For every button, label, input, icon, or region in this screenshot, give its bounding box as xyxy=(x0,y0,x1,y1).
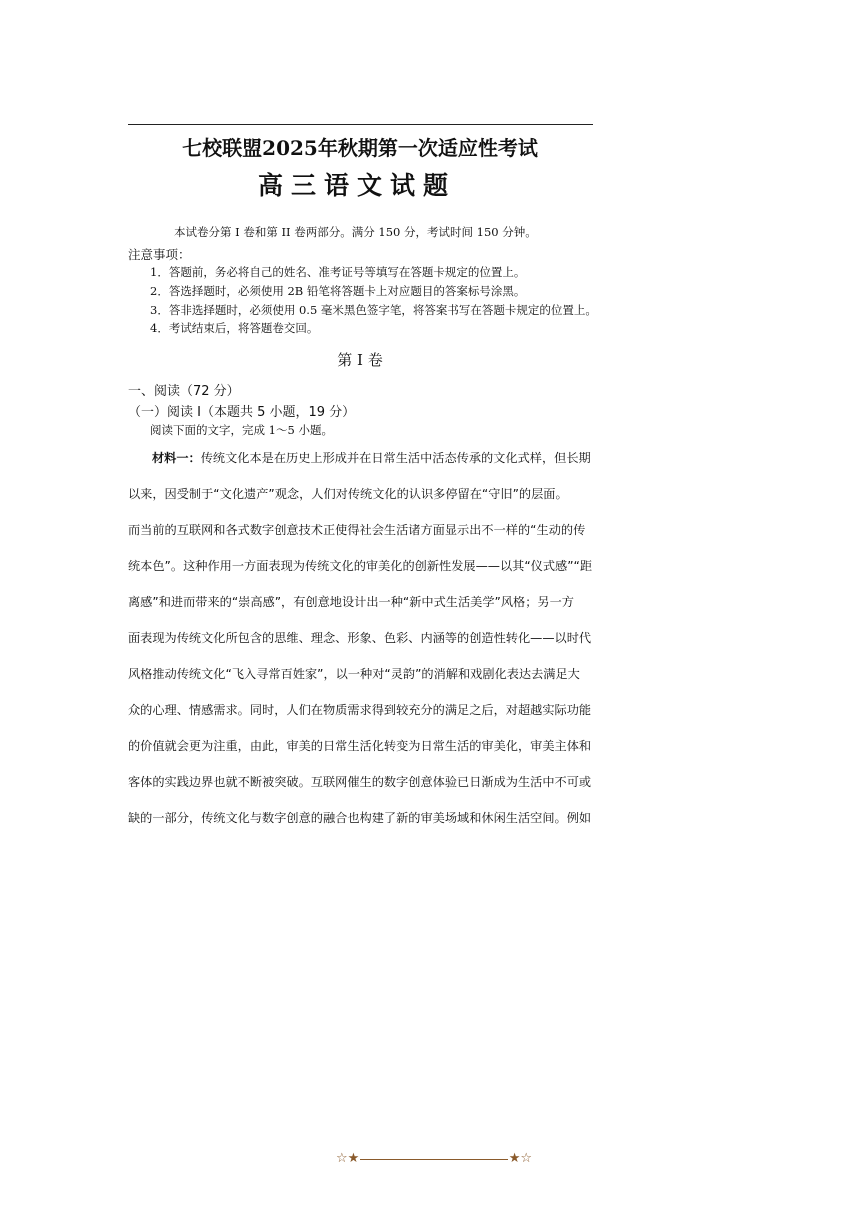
passage-line-text: 传统文化本是在历史上形成并在日常生活中活态传承的文化式样，但长期 xyxy=(200,451,591,465)
footer-ornament xyxy=(336,1151,532,1167)
passage-line: 以来，因受制于“文化遗产”观念，人们对传统文化的认识多停留在“守旧”的层面。 xyxy=(128,487,568,501)
reading-instruction: 阅读下面的文字，完成 1～5 小题。 xyxy=(150,423,333,437)
passage-line xyxy=(128,446,593,482)
passage-line: 面表现为传统文化所包含的思维、理念、形象、色彩、内涵等的创造性转化——以时代 xyxy=(128,631,592,645)
reading-passage xyxy=(128,446,593,842)
passage-line: 而当前的互联网和各式数字创意技术正使得社会生活诸方面显示出不一样的“生动的传 xyxy=(128,523,586,537)
section-heading: 一、阅读（72 分） xyxy=(128,384,240,399)
footer-stars-left: ☆★ xyxy=(336,1151,360,1166)
notice-item-3: 3．答非选择题时，必须使用 0.5 毫米黑色签字笔，将答案书写在答题卡规定的位置上。 xyxy=(150,303,597,317)
exam-title: 七校联盟2025年秋期第一次适应性考试 xyxy=(182,136,538,160)
passage-line: 缺的一部分，传统文化与数字创意的融合也构建了新的审美场域和休闲生活空间。例如 xyxy=(128,811,592,825)
subject-title: 高三语文试题 xyxy=(257,171,456,200)
passage-line: 众的心理、情感需求。同时，人们在物质需求得到较充分的满足之后，对超越实际功能 xyxy=(128,703,592,717)
passage-line: 统本色”。这种作用一方面表现为传统文化的审美化的创新性发展——以其“仪式感”“距 xyxy=(128,559,593,573)
notice-heading: 注意事项： xyxy=(128,247,191,262)
passage-line: 客体的实践边界也就不断被突破。互联网催生的数字创意体验已日渐成为生活中不可或 xyxy=(128,775,592,789)
footer-ornament-line xyxy=(360,1159,507,1160)
exam-intro: 本试卷分第 I 卷和第 II 卷两部分。满分 150 分，考试时间 150 分钟。 xyxy=(174,225,537,239)
subsection-heading: （一）阅读 I（本题共 5 小题，19 分） xyxy=(128,405,356,420)
volume-title: 第 I 卷 xyxy=(337,351,383,369)
notice-item-1: 1．答题前，务必将自己的姓名、准考证号等填写在答题卡规定的位置上。 xyxy=(150,265,526,279)
passage-line: 的价值就会更为注重，由此，审美的日常生活化转变为日常生活的审美化，审美主体和 xyxy=(128,739,592,753)
notice-item-2: 2．答选择题时，必须使用 2B 铅笔将答题卡上对应题目的答案标号涂黑。 xyxy=(150,284,526,298)
footer-stars-right: ★☆ xyxy=(508,1151,532,1166)
passage-line: 风格推动传统文化“飞入寻常百姓家”，以一种对“灵韵”的消解和戏剧化表达去满足大 xyxy=(128,667,580,681)
top-rule xyxy=(128,124,593,125)
passage-line: 离感”和进而带来的“崇高感”，有创意地设计出一种“新中式生活美学”风格；另一方 xyxy=(128,595,574,609)
notice-item-4: 4．考试结束后，将答题卷交回。 xyxy=(150,321,319,335)
material-label: 材料一： xyxy=(152,451,201,465)
